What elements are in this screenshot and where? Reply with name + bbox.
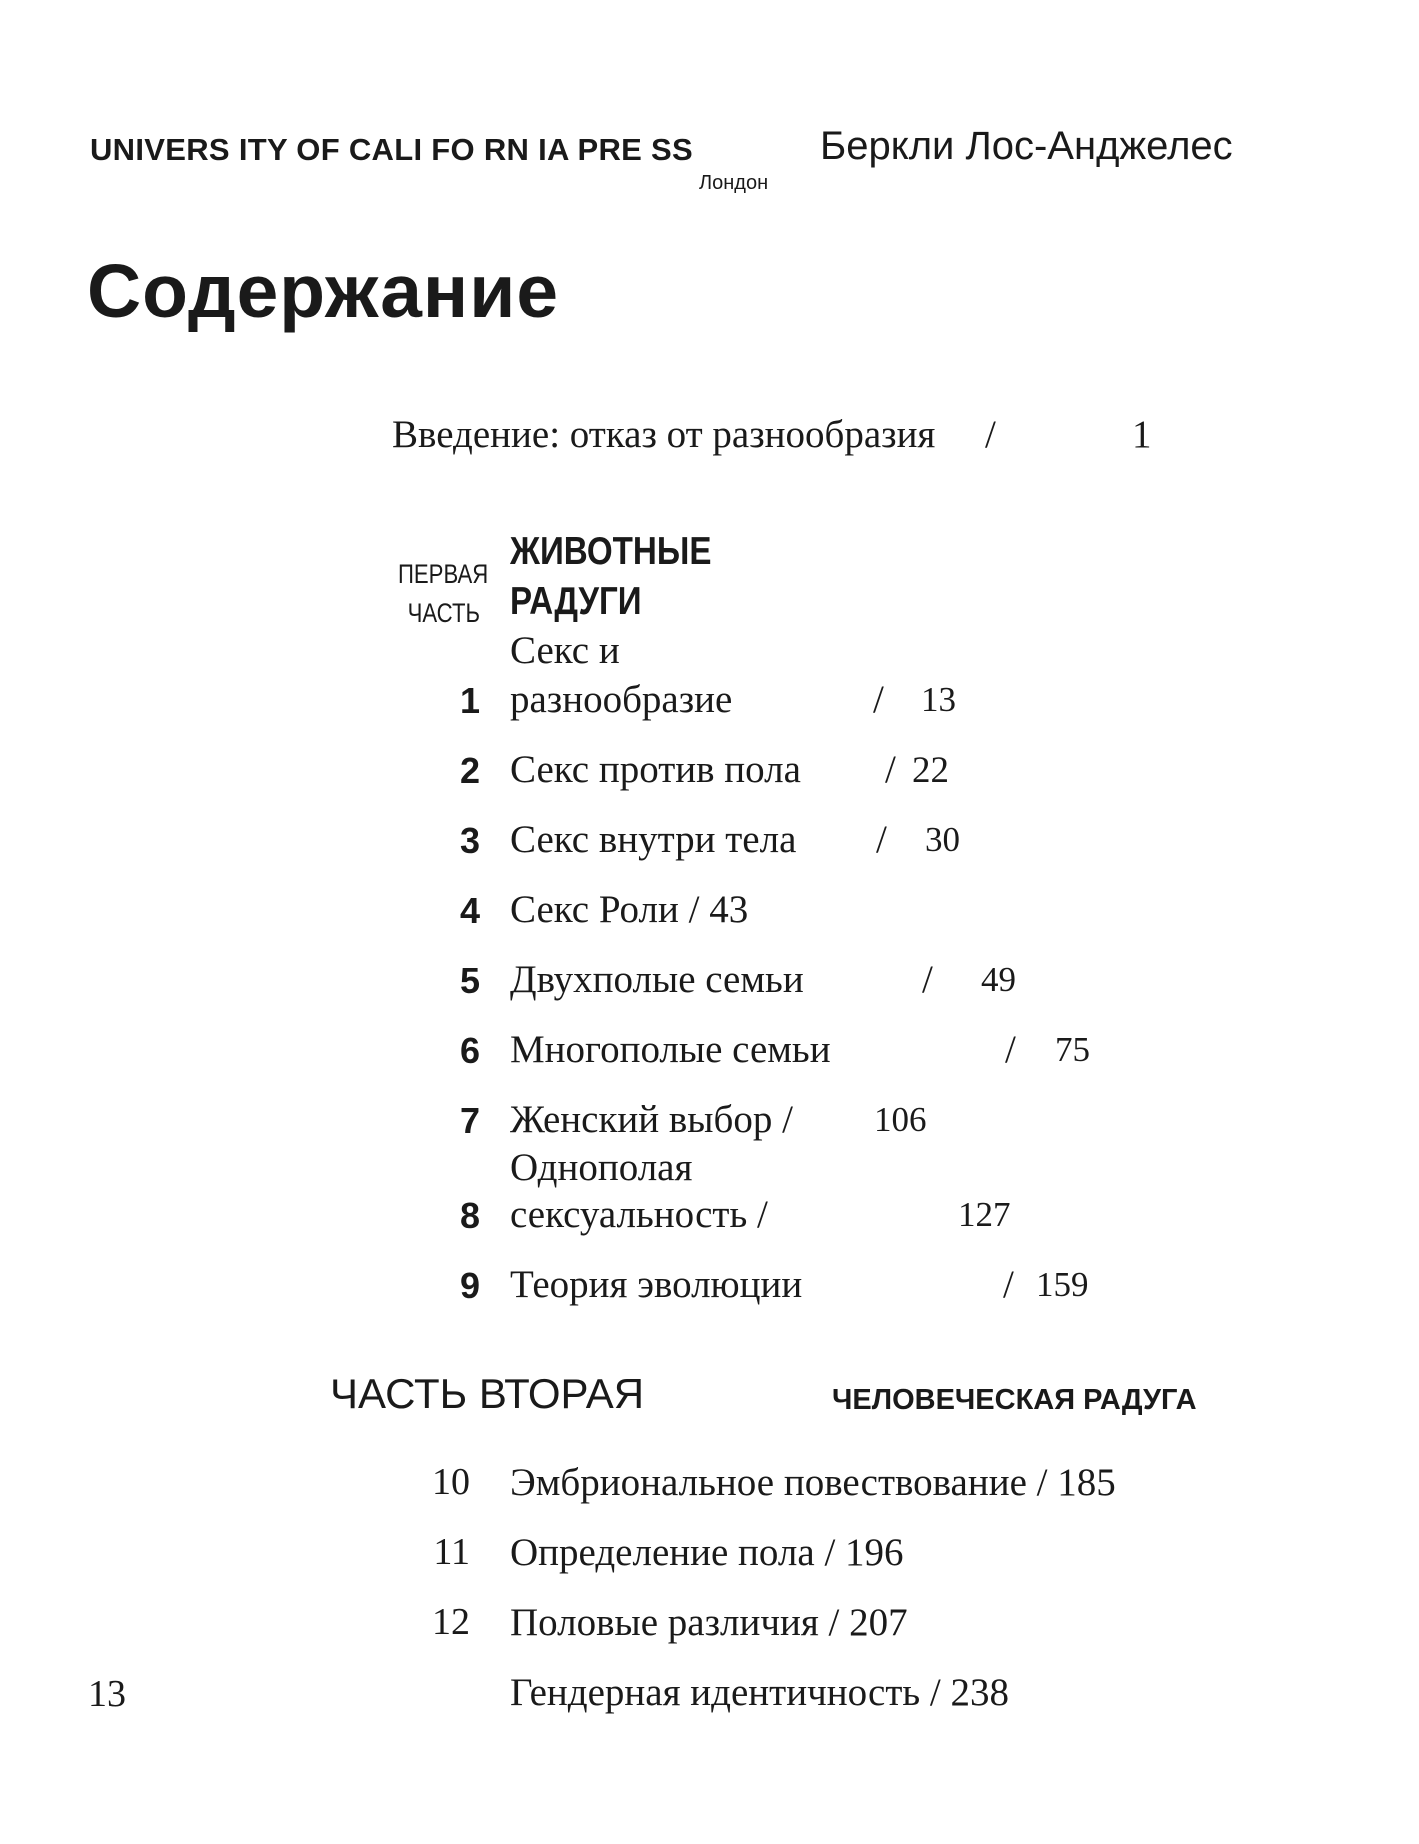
chapter-7-page: 106 (874, 1100, 927, 1139)
chapter-3-slash: / (876, 818, 887, 861)
chapter-8-title-line2: сексуальность / (510, 1193, 768, 1236)
chapter-2-number: 2 (459, 750, 480, 791)
chapter-6-page: 75 (1055, 1030, 1090, 1069)
part-one-title-line2: РАДУГИ (510, 580, 642, 623)
chapter-3-title: Секс внутри тела (510, 818, 797, 861)
chapter-2-slash: / (885, 748, 896, 791)
intro-slash: / (985, 413, 996, 456)
publisher-cities: Беркли Лос-Анджелес (820, 124, 1233, 168)
chapter-9-title: Теория эволюции (510, 1263, 803, 1306)
part-one-label-line1: ПЕРВАЯ (398, 559, 489, 589)
chapter-5-page: 49 (981, 960, 1016, 999)
chapter-9-number: 9 (459, 1265, 480, 1306)
chapter-7-title: Женский выбор / (510, 1098, 793, 1141)
chapter-10-number: 10 (432, 1461, 470, 1503)
chapter-1-page: 13 (921, 680, 956, 719)
chapter-6-title: Многополые семьи (510, 1028, 831, 1071)
chapter-1-slash: / (873, 678, 884, 721)
chapter-1-title-line2: разнообразие (510, 678, 733, 721)
part-one-title-line1: ЖИВОТНЫЕ (510, 530, 712, 573)
chapter-11-title: Определение пола / 196 (510, 1531, 904, 1574)
chapter-3-page: 30 (925, 820, 960, 859)
part-two-title: ЧЕЛОВЕЧЕСКАЯ РАДУГА (832, 1384, 1197, 1416)
part-one-label-line2: ЧАСТЬ (407, 598, 480, 628)
part-two-label: ЧАСТЬ ВТОРАЯ (330, 1370, 645, 1417)
chapter-6-slash: / (1005, 1028, 1016, 1071)
chapter-2-title: Секс против пола (510, 748, 801, 791)
chapter-13-title: Гендерная идентичность / 238 (510, 1671, 1010, 1714)
chapter-8-number: 8 (459, 1195, 480, 1236)
chapter-2-page: 22 (912, 750, 949, 791)
publisher-city-london: Лондон (699, 172, 769, 194)
chapter-1-number: 1 (459, 680, 480, 721)
chapter-8-title-line1: Однополая (510, 1146, 693, 1189)
chapter-3-number: 3 (459, 820, 480, 861)
chapter-4-number: 4 (459, 890, 480, 931)
chapter-8-page: 127 (958, 1195, 1011, 1234)
chapter-12-number: 12 (432, 1601, 470, 1643)
publisher-name: UNIVERS ITY OF CALI FO RN IA PRE SS (90, 132, 694, 167)
intro-title: Введение: отказ от разнообразия (392, 413, 936, 456)
part-one-label (398, 555, 489, 633)
chapter-9-page: 159 (1036, 1265, 1089, 1304)
chapter-6-number: 6 (459, 1030, 480, 1071)
chapter-4-title: Секс Роли / 43 (510, 888, 749, 931)
chapter-11-number: 11 (433, 1531, 470, 1573)
page-title: Содержание (87, 249, 560, 333)
chapter-1-title-line1: Секс и (510, 629, 620, 672)
chapter-9-slash: / (1003, 1263, 1014, 1306)
chapter-5-slash: / (922, 958, 933, 1001)
intro-page: 1 (1132, 413, 1152, 456)
part-one-title (510, 527, 711, 627)
chapter-12-title: Половые различия / 207 (510, 1601, 908, 1644)
chapter-5-number: 5 (459, 960, 480, 1001)
chapter-13-number: 13 (88, 1673, 126, 1715)
chapter-7-number: 7 (459, 1100, 480, 1141)
chapter-10-title: Эмбриональное повествование / 185 (510, 1461, 1116, 1504)
chapter-5-title: Двухполые семьи (510, 958, 804, 1001)
